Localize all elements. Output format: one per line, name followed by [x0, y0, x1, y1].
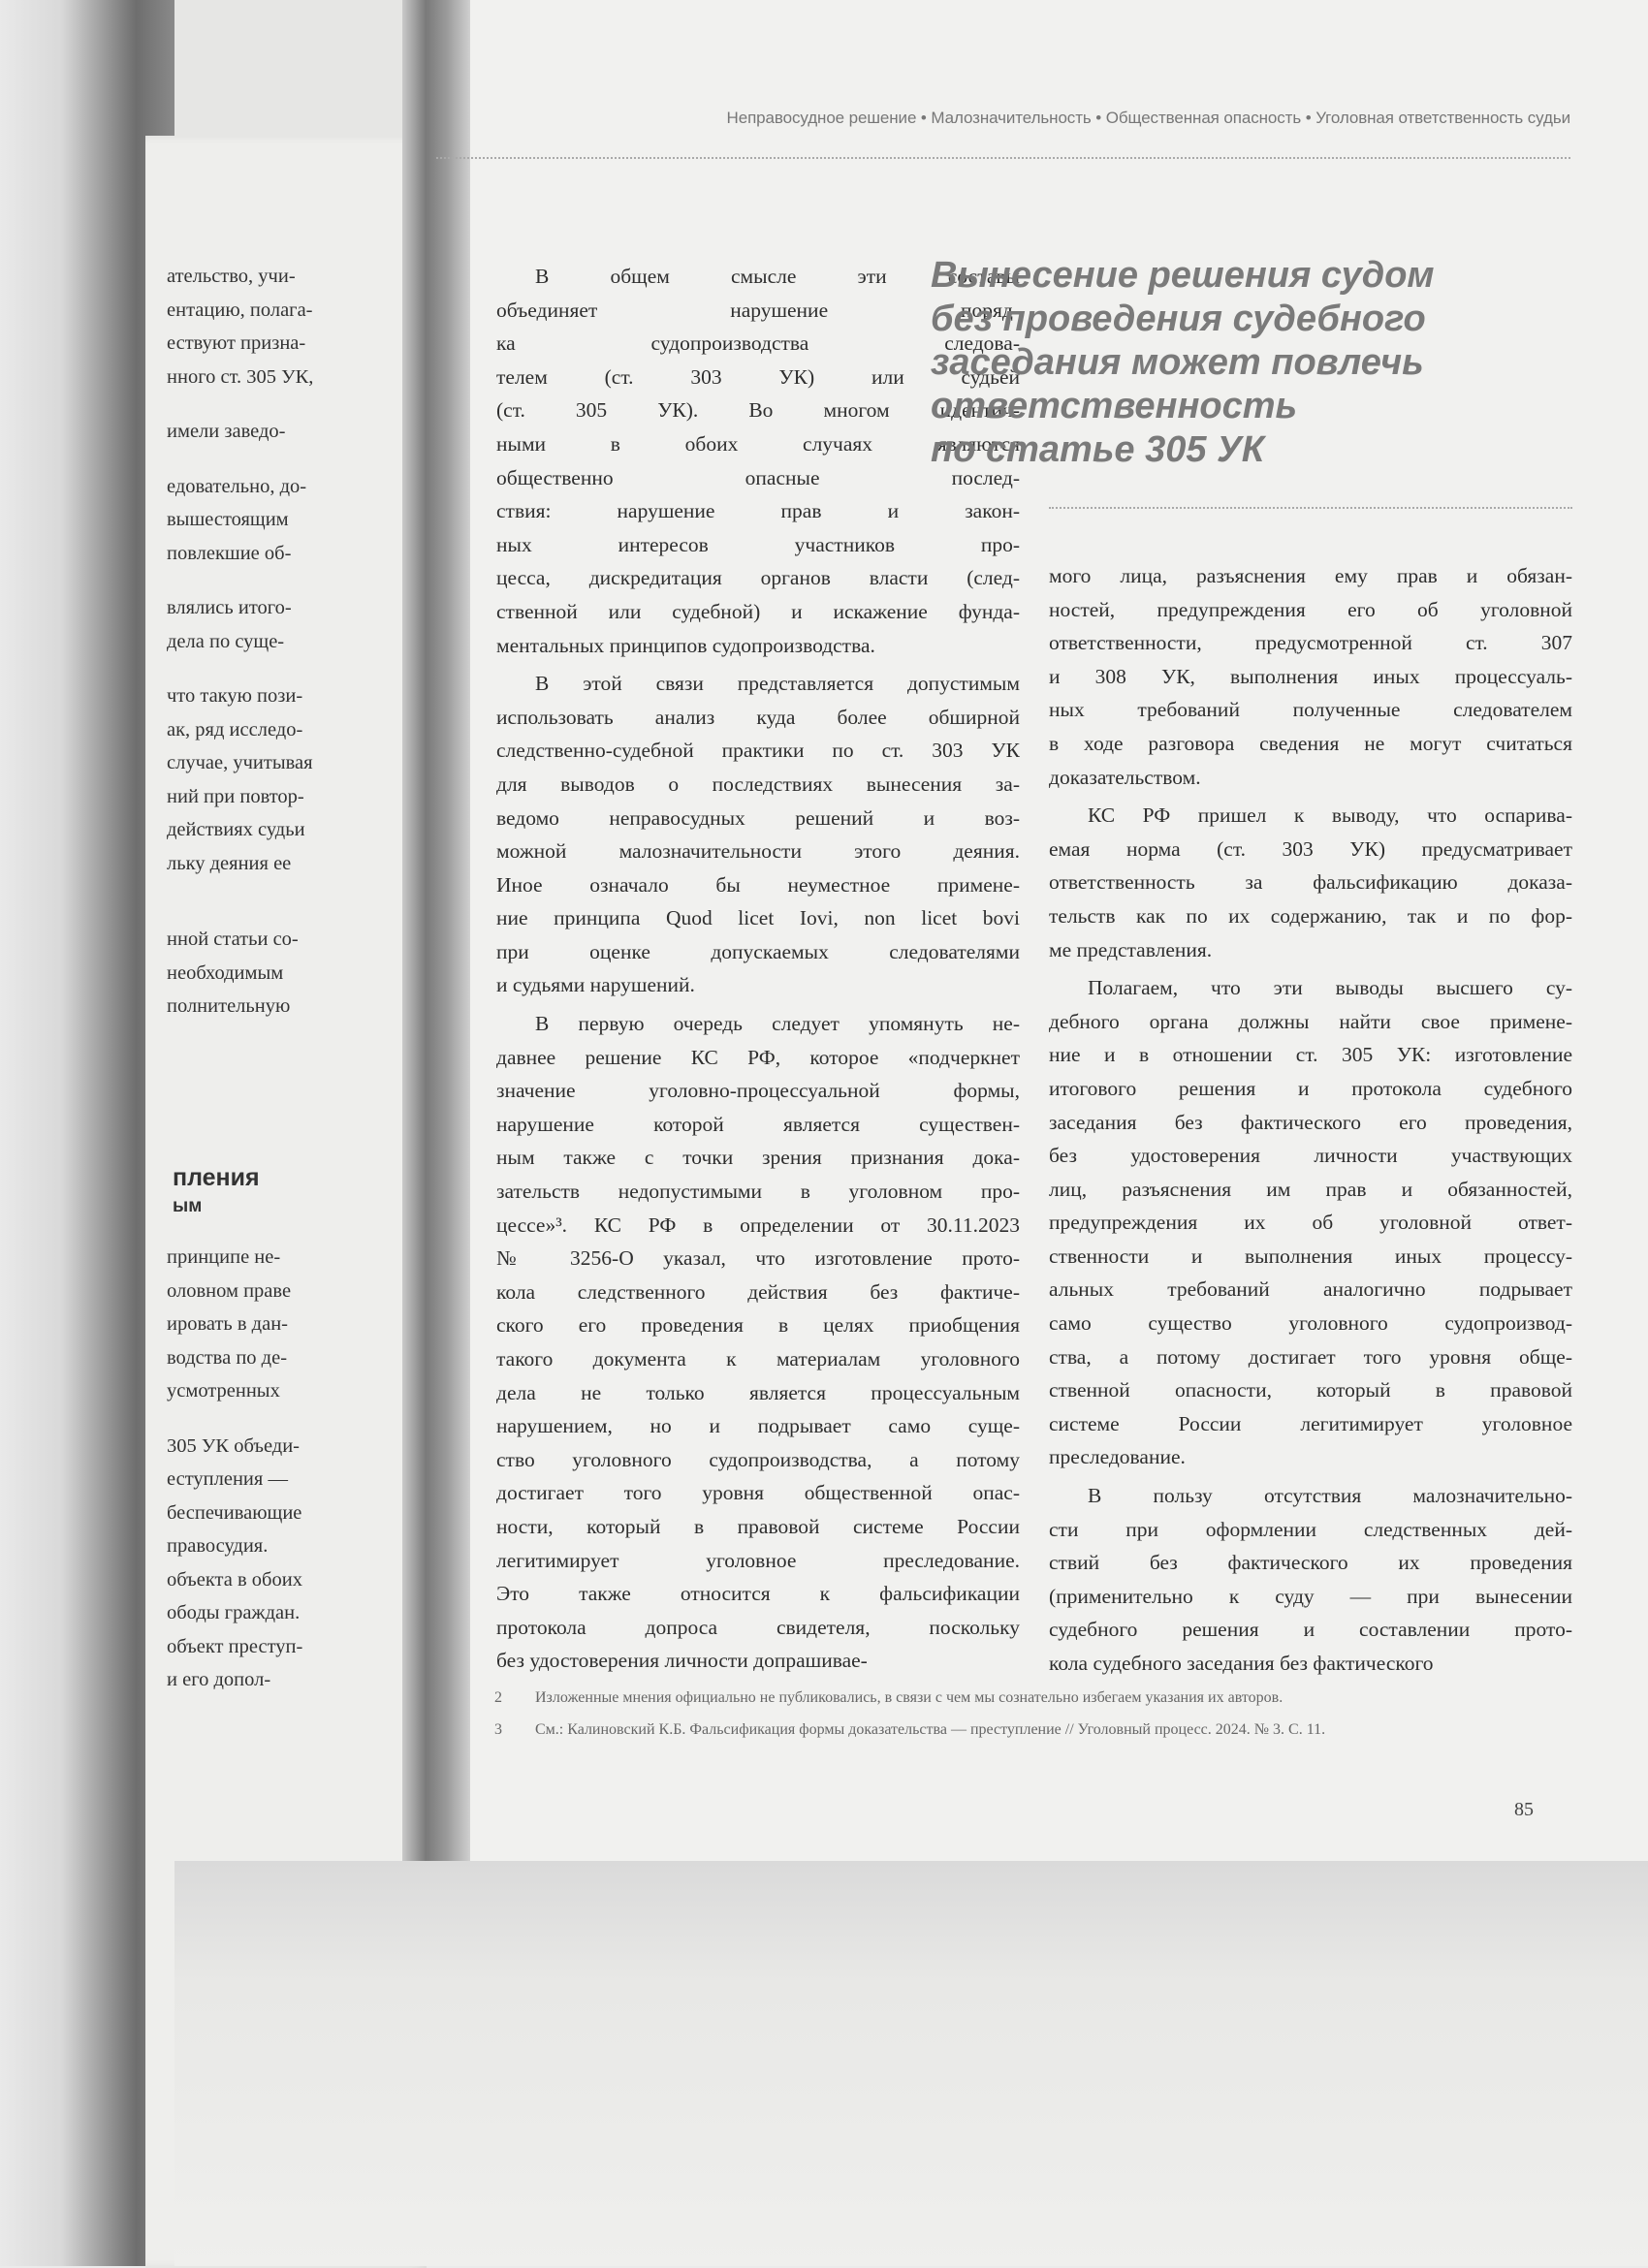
left-page-line: вышестоящим	[167, 509, 289, 530]
pull-quote-line: без проведения судебного	[931, 299, 1426, 339]
text-line: ственной опасности, который в правовой	[1049, 1378, 1572, 1402]
blank-line	[167, 1408, 414, 1430]
text-line: альных требований аналогично подрывает	[1049, 1277, 1572, 1302]
text-line: при оценке допускаемых следователями	[496, 939, 1020, 963]
left-page-line: ировать в дан-	[167, 1313, 289, 1335]
left-page-heading-line: пления	[173, 1164, 260, 1191]
text-line: без удостоверения личности участвующих	[1049, 1144, 1572, 1168]
text-line: ных требований полученные следователем	[1049, 698, 1572, 722]
text-line: ности, который в правовой системе России	[496, 1514, 1020, 1538]
text-line: предупреждения их об уголовной ответ-	[1049, 1211, 1572, 1235]
text-line: само существо уголовного судопроизвод-	[1049, 1311, 1572, 1336]
left-page-line: правосудия.	[167, 1535, 269, 1557]
left-page-line: еступления —	[167, 1468, 288, 1490]
text-line: можной малозначительности этого деяния.	[496, 839, 1020, 864]
header-divider	[436, 157, 1570, 159]
left-page-line: ествуют призна-	[167, 332, 306, 354]
left-page-line: случае, учитывая	[167, 752, 313, 773]
left-page-line: едовательно, до-	[167, 475, 307, 497]
text-line: цессе»³. КС РФ в определении от 30.11.2023	[496, 1213, 1020, 1237]
paragraph	[1049, 1479, 1572, 1681]
pull-quote-line: Вынесение решения судом	[931, 255, 1435, 296]
left-page-line: и его допол-	[167, 1669, 271, 1690]
pull-quote-line: ответственность	[931, 386, 1298, 426]
left-page-line: беспечивающие	[167, 1501, 302, 1524]
left-page-line: усмотренных	[167, 1380, 280, 1402]
left-page-line: водства по де-	[167, 1346, 288, 1369]
body-column-1	[496, 260, 1020, 1678]
footnote-number: 3	[494, 1721, 502, 1738]
text-line: цесса, дискредитация органов власти (след-	[496, 566, 1020, 590]
footnotes	[494, 1682, 1580, 1746]
text-line: В общем смысле эти составы	[535, 265, 1020, 288]
pull-quote	[931, 254, 1570, 472]
paragraph	[496, 667, 1020, 1002]
text-line: следственно-судебной практики по ст. 303 УК	[496, 739, 1020, 763]
pull-quote-divider	[1049, 507, 1572, 509]
left-page-heading-line: ым	[173, 1196, 203, 1216]
text-line: ние и в отношении ст. 305 УК: изготовление	[1049, 1043, 1572, 1067]
left-page-line: влялись итого-	[167, 597, 292, 618]
text-line: Иное означало бы неуместное примене-	[496, 872, 1020, 897]
text-line: № 3256-О указал, что изготовление прото-	[496, 1246, 1020, 1271]
text-line: объединяет нарушение поряд-	[496, 298, 1020, 322]
text-line: ствий без фактического их проведения	[1049, 1551, 1572, 1575]
left-page-line: имели заведо-	[167, 421, 286, 442]
left-page-text-fragment-2	[167, 1241, 414, 1697]
paragraph	[496, 1007, 1020, 1678]
text-line: ными в обоих случаях являются	[496, 431, 1020, 456]
blank-line	[167, 880, 414, 901]
left-page-line: нного ст. 305 УК,	[167, 365, 314, 388]
text-line: лиц, разъяснения им прав и обязанностей,	[1049, 1177, 1572, 1201]
text-line: значение уголовно-процессуальной формы,	[496, 1079, 1020, 1103]
pull-quote-line: заседания может повлечь	[931, 342, 1424, 383]
text-line: В этой связи представляется допустимым	[535, 672, 1020, 696]
blank-line	[167, 658, 414, 679]
text-line: В пользу отсутствия малозначительно-	[1088, 1484, 1572, 1508]
left-page-line: ний при повтор-	[167, 785, 304, 807]
left-page-line: повлекшие об-	[167, 542, 292, 564]
left-page-line: объекта в обоих	[167, 1568, 302, 1591]
footnote-text: См.: Калиновский К.Б. Фальсификация формы доказательства — преступление // Уголовный процесс. 2024. № 3. С. 11.	[535, 1721, 1326, 1738]
text-line: нарушением, но и подрывает само суще-	[496, 1414, 1020, 1438]
left-page-line: ак, ряд исследо-	[167, 718, 303, 740]
text-line: и судьями нарушений.	[496, 973, 695, 997]
blank-line	[167, 901, 414, 923]
text-line: давнее решение КС РФ, которое «подчеркнет	[496, 1045, 1020, 1069]
text-line: емая норма (ст. 303 УК) предусматривает	[1049, 836, 1572, 861]
left-page-line: полнительную	[167, 995, 291, 1017]
text-line: ответственность за фальсификацию доказа-	[1049, 870, 1572, 895]
text-line: ствия: нарушение прав и закон-	[496, 499, 1020, 523]
text-line: итогового решения и протокола судебного	[1049, 1076, 1572, 1100]
left-page-line: что такую пози-	[167, 685, 303, 707]
text-line: дела не только является процессуальным	[496, 1380, 1020, 1404]
left-page-text-fragment	[167, 260, 414, 1024]
text-line: Это также относится к фальсификации	[496, 1582, 1020, 1606]
footnote-number: 2	[494, 1689, 502, 1706]
body-column-2	[1049, 559, 1572, 1681]
pull-quote-line: по статье 305 УК	[931, 429, 1265, 470]
text-line: общественно опасные послед-	[496, 465, 1020, 489]
left-page-line: дела по суще-	[167, 630, 285, 652]
footnote-text: Изложенные мнения официально не публиковались, в связи с чем мы сознательно избегаем указания их авторов.	[535, 1689, 1284, 1706]
text-line: ние принципа Quod licet Iovi, non licet bovi	[496, 906, 1020, 930]
left-page-line: принципе не-	[167, 1246, 281, 1268]
text-line: заседания без фактического его проведения,	[1049, 1110, 1572, 1134]
left-page-line: действиях судьи	[167, 819, 305, 840]
left-page-heading-fragment	[173, 1163, 260, 1221]
text-line: сти при оформлении следственных дей-	[1049, 1517, 1572, 1541]
text-line: ных интересов участников про-	[496, 532, 1020, 556]
text-line: ответственности, предусмотренной ст. 307	[1049, 631, 1572, 655]
text-line: протокола допроса свидетеля, поскольку	[496, 1615, 1020, 1639]
left-page-line: ентацию, полага-	[167, 299, 313, 321]
text-line: ведомо неправосудных решений и воз-	[496, 805, 1020, 830]
footnote	[494, 1714, 1580, 1746]
running-header: Неправосудное решение • Малозначительность • Общественная опасность • Уголовная ответственность судьи	[726, 109, 1570, 127]
text-line: нарушение которой является существен-	[496, 1112, 1020, 1136]
text-line: использовать анализ куда более обширной	[496, 705, 1020, 729]
text-line: легитимирует уголовное преследование.	[496, 1548, 1020, 1572]
left-page-line: 305 УК объеди-	[167, 1434, 301, 1457]
text-line: Полагаем, что эти выводы высшего су-	[1088, 976, 1572, 1000]
text-line: в ходе разговора сведения не могут считаться	[1049, 731, 1572, 755]
text-line: кола следственного действия без фактиче-	[496, 1279, 1020, 1304]
left-page-line: ательство, учи-	[167, 266, 296, 287]
left-page-line: необходимым	[167, 961, 284, 984]
text-line: ского его проведения в целях приобщения	[496, 1313, 1020, 1338]
text-line: доказательством.	[1049, 765, 1201, 789]
paragraph	[1049, 799, 1572, 966]
text-line: (ст. 305 УК). Во многом идентич-	[496, 398, 1020, 423]
left-page-line: льку деяния ее	[167, 852, 292, 874]
text-line: тельств как по их содержанию, так и по фор-	[1049, 903, 1572, 928]
paragraph	[1049, 559, 1572, 794]
text-line: ка судопроизводства следова-	[496, 331, 1020, 356]
text-line: (применительно к суду — при вынесении	[1049, 1584, 1572, 1608]
scanner-bottom-margin	[174, 1861, 1648, 2266]
blank-line	[167, 394, 414, 415]
text-line: ственности и выполнения иных процессу-	[1049, 1244, 1572, 1268]
text-line: ства, а потому достигает того уровня обще-	[1049, 1344, 1572, 1369]
left-page-line: объект преступ-	[167, 1635, 303, 1657]
text-line: такого документа к материалам уголовного	[496, 1347, 1020, 1370]
blank-line	[167, 570, 414, 591]
text-line: без удостоверения личности допрашивае-	[496, 1649, 868, 1673]
left-page-line: нной статьи со-	[167, 929, 299, 950]
text-line: телем (ст. 303 УК) или судьей	[496, 364, 1020, 389]
text-line: ме представления.	[1049, 937, 1213, 961]
text-line: ство уголовного судопроизводства, а потому	[496, 1447, 1020, 1471]
page-number: 85	[1514, 1799, 1534, 1820]
text-line: зательств недопустимыми в уголовном про-	[496, 1180, 1020, 1204]
text-line: кола судебного заседания без фактического	[1049, 1652, 1434, 1675]
text-line: В первую очередь следует упомянуть не-	[535, 1012, 1020, 1036]
left-page-line: оловном праве	[167, 1279, 292, 1302]
text-line: ным также с точки зрения признания дока-	[496, 1146, 1020, 1170]
footnote	[494, 1682, 1580, 1714]
text-line: ностей, предупреждения его об уголовной	[1049, 597, 1572, 621]
text-line: ментальных принципов судопроизводства.	[496, 633, 875, 657]
blank-line	[167, 449, 414, 470]
text-line: преследование.	[1049, 1445, 1186, 1469]
left-page-line: ободы граждан.	[167, 1602, 301, 1623]
text-line: судебного решения и составлении прото-	[1049, 1618, 1572, 1642]
text-line: КС РФ пришел к выводу, что оспарива-	[1088, 803, 1572, 828]
paragraph	[1049, 971, 1572, 1474]
text-line: и 308 УК, выполнения иных процессуаль-	[1049, 664, 1572, 688]
text-line: достигает того уровня общественной опас-	[496, 1481, 1020, 1505]
text-line: системе России легитимирует уголовное	[1049, 1411, 1572, 1435]
text-line: для выводов о последствиях вынесения за-	[496, 772, 1020, 796]
text-line: ственной или судебной) и искажение фунда-	[496, 599, 1020, 623]
text-line: мого лица, разъяснения ему прав и обязан-	[1049, 564, 1572, 587]
text-line: дебного органа должны найти свое примене-	[1049, 1009, 1572, 1033]
